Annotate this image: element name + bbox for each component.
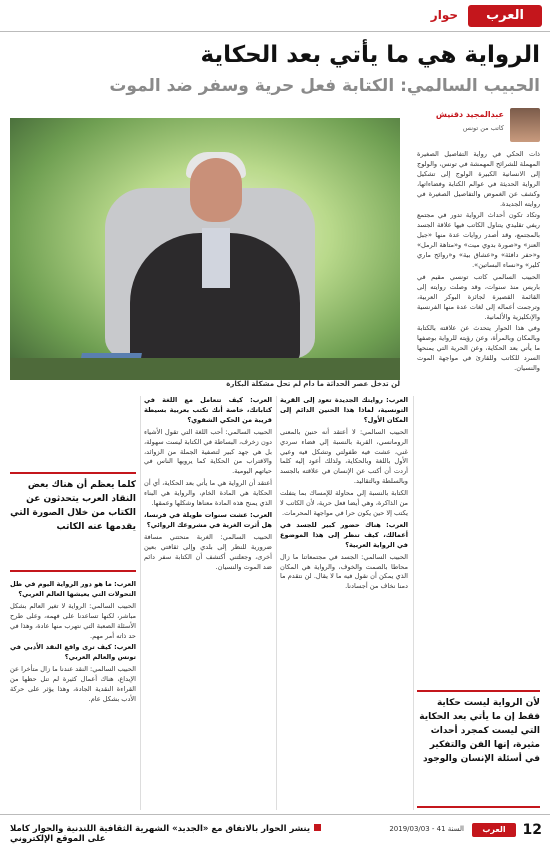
author-name: عبدالمجيد دقنيش: [435, 110, 504, 119]
question: العرب: كيف تتعامل مع اللغة في كتاباتك، خاصة أنك تكتب بعربية بسيطة قريبة من الحكي الشفوي؟: [144, 396, 272, 424]
text-column-3: [144, 396, 272, 810]
page-footer: [0, 814, 550, 844]
square-bullet-icon: [314, 824, 321, 831]
author-avatar: [510, 108, 540, 142]
paragraph: وتكاد تكون أحداث الرواية تدور في مجتمع ريفي تقليدي يتناول الكاتب فيها علاقة الجسد بالمجتمع، وقد أصدر روايات عدة منها «جبل العنز» و«صورة بدوي ميت» و«متاهة الرمل» و«حفر دافئة» و«عشاق بية» و«روائح ماري كلير» و«نساء البساتين».: [417, 211, 540, 269]
interview-photo: [10, 118, 400, 380]
article-subheadline: الحبيب السالمي: الكتابة فعل حرية وسفر ضد الموت: [109, 76, 540, 96]
paragraph: وفي هذا الحوار يتحدث عن علاقته بالكتابة وبالمكان وبالمرأة، وعن رؤيته للرواية بوصفها ما يأتي بعد الحكاية، وعن الحرية التي يمنحها السرد للكاتب وللقارئ في مواجهة الموت والنسيان.: [417, 324, 540, 373]
paragraph: الحبيب السالمي: النقد عندنا ما زال متأخرا عن الإبداع، هناك أعمال كثيرة لم تنل حظها من القراءة النقدية الجادة، وهذا يؤثر على حركة الأدب بشكل عام.: [10, 665, 136, 703]
question: العرب: كيف ترى واقع النقد الأدبي في تونس والعالم العربي؟: [10, 643, 136, 662]
paragraph: الكتابة بالنسبة إلي محاولة للإمساك بما يتفلت من الذاكرة، وهي أيضا فعل حرية، لأن الكاتب لا يكتب إلا حين يكون حرا في مواجهة المحرمات.: [280, 489, 408, 517]
footer-logo: العرب: [472, 823, 516, 837]
newspaper-logo: العرب: [468, 5, 542, 27]
column-divider: [413, 396, 414, 810]
masthead: [0, 0, 550, 32]
question: العرب: هناك حضور كبير للجسد في أعمالك، كيف تنظر إلى هذا الموضوع في الرواية العربية؟: [280, 520, 408, 549]
paragraph: الحبيب السالمي: الغربة منحتني مسافة ضرورية للنظر إلى بلدي وإلى ثقافتي بعين أخرى، وجعلتني أكتشف أن الكتابة سفر دائم ضد الموت والنسيان.: [144, 532, 272, 571]
question: العرب: روايتك الجديدة تعود إلى القرية التونسية، لماذا هذا الحنين الدائم إلى المكان الأول؟: [280, 396, 408, 424]
column-divider: [276, 396, 277, 810]
paragraph: ذات الحكي في رواية التفاصيل الصغيرة المهملة للشرائح المهمشة في تونس، والولوج إلى الانسانية الكبيرة الولوج إلى تشكيل الرواية الحديثة في عوالم الكتابة وفضاءاتها، وكشف عن الغموض والتفاصيل الصغيرة في روايته الجديدة.: [417, 150, 540, 208]
question: العرب: ما هو دور الرواية اليوم في ظل التحولات التي يعيشها العالم العربي؟: [10, 580, 136, 598]
paragraph: أعتقد أن الرواية هي ما يأتي بعد الحكاية، أي أن الحكاية هي المادة الخام، والرواية هي البناء الذي يمنح هذه المادة معناها وشكلها وعمقها.: [144, 479, 272, 508]
person-head: [190, 158, 242, 222]
paragraph: الحبيب السالمي كاتب تونسي مقيم في باريس منذ سنوات، وقد وصلت روايته إلى القائمة القصيرة لجائزة البوكر العربية، وترجمت أعماله إلى لغات عدة منها الفرنسية والإنكليزية والألمانية.: [417, 272, 540, 321]
article-headline: الرواية هي ما يأتي بعد الحكاية: [200, 42, 540, 68]
author-role: كاتب من تونس: [462, 124, 504, 132]
text-column-4: [10, 396, 136, 810]
question: العرب: عشت سنوات طويلة في فرنسا، هل أثرت الغربة في مشروعك الروائي؟: [144, 510, 272, 529]
photo-caption: لن تدخل عصر الحداثة ما دام لم تحل مشكلة البكارة: [226, 380, 400, 388]
pullquote-left: كلما يعظم أن هناك بعض النقاد العرب يتحدثون عن الكتاب من خلال الصورة التي يقدمها عنه الكاتب: [10, 472, 136, 572]
footer-banner-text: ينشر الحوار بالاتفاق مع «الجديد» الشهرية الثقافية اللندنية والحوار كاملا على الموقع الإلكتروني: [10, 824, 311, 844]
paragraph: الحبيب السالمي: الجسد في مجتمعاتنا ما زال محاطا بالصمت والخوف، والرواية هي المكان الذي يمكن أن نقول فيه ما لا يقال. لن نتقدم ما دمنا نخاف من أجسادنا.: [280, 552, 408, 591]
column-divider: [140, 396, 141, 810]
paragraph: الحبيب السالمي: لا أعتقد أنه حنين بالمعنى الرومانسي، القرية بالنسبة إلي فضاء سردي غني، عشت فيه طفولتي وتشكل فيه وعيي الأول باللغة وبالحكاية، ولذلك أعود إليه كلما أردت أن أكتب عن الإنسان في علاقته بالجسد وبالسلطة وبالتقاليد.: [280, 427, 408, 486]
issue-date: 2019/03/03 - السنة 41: [389, 825, 464, 833]
footer-banner: [10, 824, 340, 844]
text-column-2: [280, 396, 408, 810]
page-number: 12: [522, 822, 542, 838]
author-byline: [420, 108, 540, 144]
paragraph: الحبيب السالمي: أحب اللغة التي تقول الأشياء دون زخرف، البساطة في الكتابة ليست سهولة، بل هي جهد كبير لتصفية الجملة من الزوائد، والاقتراب من الحكاية كما يرويها الناس في حياتهم اليومية.: [144, 427, 272, 476]
paragraph: الحبيب السالمي: الرواية لا تغير العالم بشكل مباشر، لكنها تساعدنا على فهمه، وعلى طرح الأسئلة الصعبة التي نتهرب منها عادة، وهذا في حد ذاته أمر مهم.: [10, 601, 136, 640]
pullquote-right: لأن الرواية ليست حكاية فقط إن ما يأتي بعد الحكاية التي ليست كمجرد أحداث مثيرة، إنها الفن والتفكير في أسئلة الإنسان والوجود: [417, 690, 540, 808]
section-label: حوار: [430, 8, 458, 22]
